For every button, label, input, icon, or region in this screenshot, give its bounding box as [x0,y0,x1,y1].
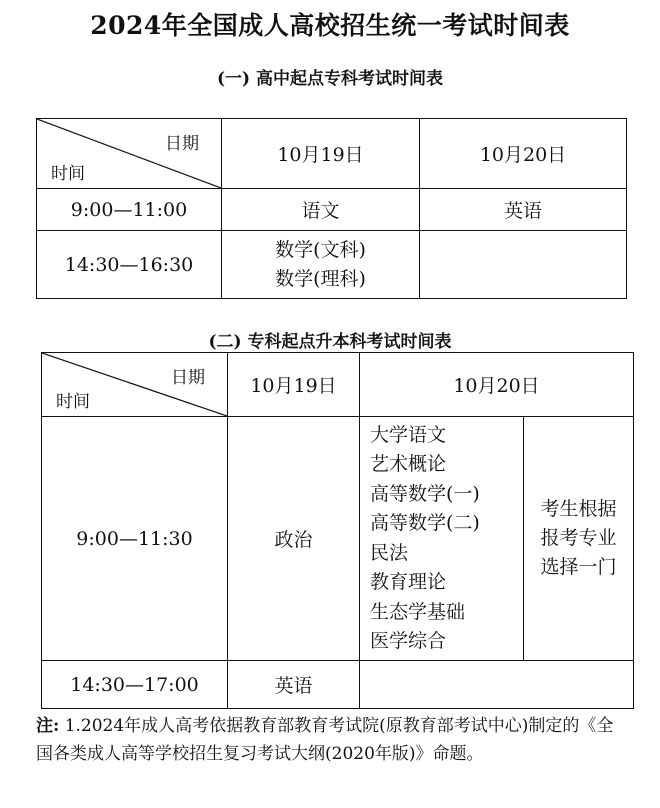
note-line: 选择一门 [540,556,617,578]
section1-heading: (一) 高中起点专科考试时间表 [216,69,443,89]
time-label: 时间 [56,392,90,412]
time-label: 时间 [51,164,85,184]
footnote-text: 1.2024年成人高考依据教育部教育考试院(原教育部考试中心)制定的《全国各类成人高等学校招生复习考试大纲(2020年版)》命题。 [36,716,614,764]
subject-cell: 英语 [420,189,627,231]
subject-item: 高等数学(二) [370,512,480,534]
schedule-table-2 [41,352,634,709]
empty-cell [360,661,634,709]
section2-heading: (二) 专科起点升本科考试时间表 [208,332,452,352]
schedule-table-1 [36,118,627,299]
date-header: 10月20日 [360,353,634,417]
date-header: 10月19日 [222,119,420,189]
subject-item: 生态学基础 [370,600,466,623]
subject-item: 教育理论 [370,571,447,593]
subject-item: 高等数学(一) [370,482,480,505]
subject-cell: 语文 [222,189,420,231]
note-line: 报考专业 [540,527,617,549]
date-label: 日期 [165,134,199,154]
subject-line: 数学(文科) [275,238,366,261]
date-header: 10月19日 [228,353,360,417]
corner-cell [37,119,222,189]
subject-item: 民法 [370,541,409,564]
time-cell: 14:30—16:30 [37,231,222,299]
time-cell: 9:00—11:00 [37,189,222,231]
subject-item: 大学语文 [370,423,447,446]
footnote-label: 注: [36,716,60,736]
subject-line: 数学(理科) [275,267,366,290]
time-cell: 14:30—17:00 [42,661,228,709]
subject-item: 医学综合 [370,630,447,652]
subject-item: 艺术概论 [370,453,447,475]
page-title: 2024年全国成人高校招生统一考试时间表 [90,11,570,40]
date-label: 日期 [171,368,205,388]
subject-cell: 政治 [228,417,360,661]
subject-cell [222,231,420,299]
date-header: 10月20日 [420,119,627,189]
footnote [36,712,626,768]
empty-cell [420,231,627,299]
time-cell: 9:00—11:30 [42,417,228,661]
note-line: 考生根据 [540,498,617,520]
corner-cell [42,353,228,417]
subject-list [360,417,524,661]
selection-note [524,417,634,661]
subject-cell: 英语 [228,661,360,709]
